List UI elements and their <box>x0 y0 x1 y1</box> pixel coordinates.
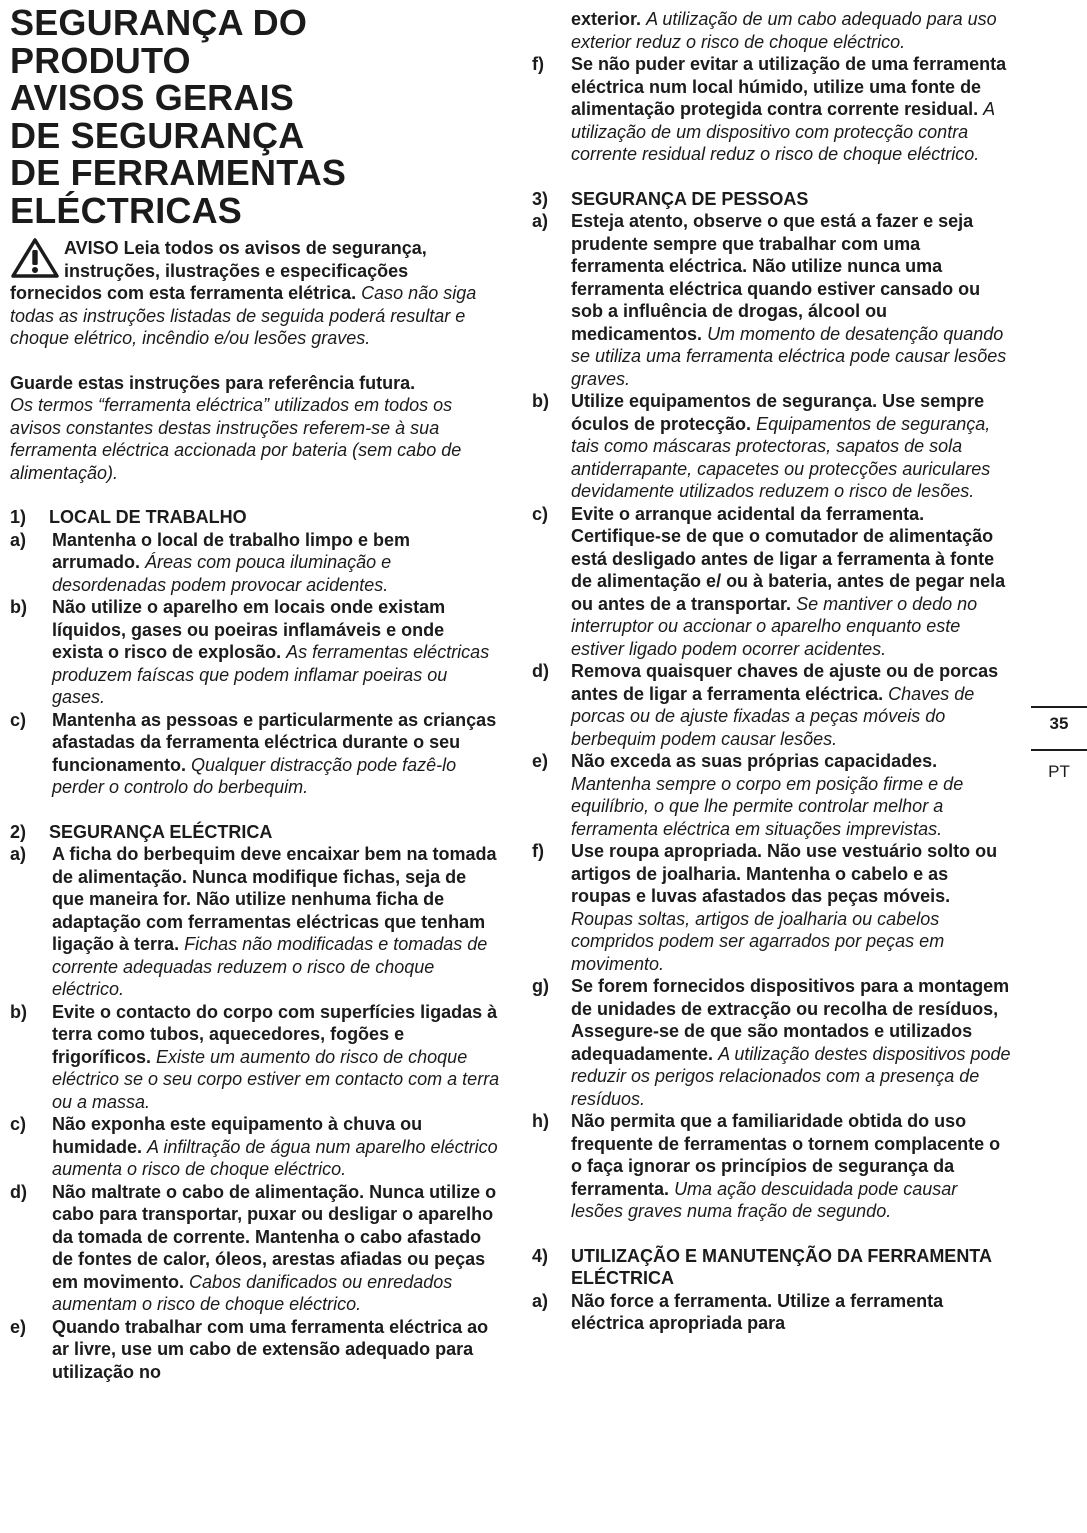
item-bold: Esteja atento, observe o que está a fazer e seja prudente sempre que trabalhar com uma ferramenta eléctrica. Não utilize nunca uma ferramenta eléctrica quando estiver cansado ou sob a influência de drogas, álcool ou medicamentos. <box>571 211 981 344</box>
warning-text <box>10 282 500 350</box>
right-column <box>532 8 1012 1335</box>
item-italic: Existe um aumento do risco de choque eléctrico se o seu corpo estiver em contacto com a terra ou a massa. <box>52 1046 500 1112</box>
item-label: d) <box>10 1181 27 1202</box>
item-bold: Não permita que a familiaridade obtida do uso frequente de ferramentas o tornem complacente o o faça ignorar os princípios de segurança da ferramenta. <box>571 1111 1001 1199</box>
list-item <box>532 503 1012 661</box>
item-italic: Equipamentos de segurança, tais como máscaras protectoras, sapatos de sola antiderrapante, capacetes ou protecções auriculares devidamente utilizados reduzem o risco de lesões. <box>571 413 991 501</box>
title-line: ELÉCTRICAS <box>10 189 243 231</box>
item-label: h) <box>532 1111 549 1131</box>
section-title: SEGURANÇA DE PESSOAS <box>571 188 809 209</box>
item-italic: As ferramentas eléctricas produzem faíscas que podem inflamar poeiras ou gases. <box>52 642 490 707</box>
item-bold: Mantenha o local de trabalho limpo e bem arrumado. <box>52 529 411 572</box>
item-italic: Uma ação descuidada pode causar lesões graves numa fração de segundo. <box>571 1178 958 1221</box>
warning-bold: fornecidos com esta ferramenta elétrica. <box>10 283 357 303</box>
list-item <box>532 210 1012 390</box>
item-label: c) <box>10 709 27 730</box>
list-item <box>10 529 500 597</box>
item-bold: Se não puder evitar a utilização de uma ferramenta eléctrica num local húmido, utilize uma fonte de alimentação protegida contra corrente residual. <box>571 54 1007 119</box>
item-label: f) <box>532 54 544 74</box>
item-bold: Utilize equipamentos de segurança. Use sempre óculos de protecção. <box>571 391 985 434</box>
item-bold: Evite o arranque acidental da ferramenta. Certifique-se de que o comutador de alimentação está desligado antes de ligar a ferramenta à fonte de alimentação e/ ou à bateria, antes de pegar nela ou antes de a transportar. <box>571 503 1006 614</box>
language-code: PT <box>1048 762 1070 781</box>
title-line: PRODUTO <box>10 39 191 81</box>
keep-instructions-bold: Guarde estas instruções para referência futura. <box>10 372 416 393</box>
list-item <box>532 1110 1012 1223</box>
list-item <box>10 1316 500 1384</box>
item-bold: A ficha do berbequim deve encaixar bem na tomada de alimentação. Nunca modifique fichas, seja de que maneira for. Não utilize nenhuma ficha de adaptação com ferramentas eléctricas que tenham ligação à terra. <box>52 844 497 954</box>
item-label: a) <box>10 844 27 864</box>
item-bold: Evite o contacto do corpo com superfícies ligadas à terra como tubos, aquecedores, fogões e frigoríficos. <box>52 1001 498 1067</box>
continued-item <box>532 8 1012 53</box>
item-label: e) <box>532 751 549 771</box>
warning-line-2: instruções, ilustrações e especificações <box>64 260 409 281</box>
section-number: 2) <box>10 821 27 842</box>
item-italic: Roupas soltas, artigos de joalharia ou cabelos compridos podem ser agarrados por peças em movimento. <box>571 908 945 974</box>
item-bold: Não exponha este equipamento à chuva ou humidade. <box>52 1114 423 1157</box>
item-italic: Se mantiver o dedo no interruptor ou accionar o aparelho enquanto este estiver ligado podem ocorrer acidentes. <box>571 593 978 659</box>
list-item <box>532 660 1012 750</box>
item-italic: Mantenha sempre o corpo em posição firme e de equilíbrio, o que lhe permite controlar melhor a ferramenta eléctrica em situações imprevistas. <box>571 773 964 839</box>
list-item <box>532 53 1012 166</box>
side-rule-top <box>1031 706 1087 708</box>
keep-instructions-italic: Os termos “ferramenta eléctrica” utilizados em todos os avisos constantes destas instruções referem-se à sua ferramenta eléctrica accionada por bateria (sem cabo de alimentação). <box>10 395 462 483</box>
title-line: DE SEGURANÇA <box>10 114 305 156</box>
list-item <box>10 709 500 799</box>
item-bold: Não force a ferramenta. Utilize a ferramenta eléctrica apropriada para <box>571 1290 944 1333</box>
item-label: g) <box>532 976 549 996</box>
title-line: SEGURANÇA DO <box>10 2 308 43</box>
item-label: b) <box>532 391 549 411</box>
section-title: SEGURANÇA ELÉCTRICA <box>49 821 273 842</box>
left-column <box>10 0 500 1383</box>
list-item <box>10 596 500 709</box>
warning-triangle-icon <box>10 237 60 279</box>
item-bold: Se forem fornecidos dispositivos para a montagem de unidades de extracção ou recolha de resíduos, Assegure-se de que são montados e utilizados adequadamente. <box>571 976 1010 1064</box>
item-bold: Não utilize o aparelho em locais onde existam líquidos, gases ou poeiras inflamáveis e onde exista o risco de explosão. <box>52 597 446 662</box>
title-line: AVISOS GERAIS <box>10 77 294 118</box>
page-number: 35 <box>1049 714 1069 733</box>
item-italic: Qualquer distracção pode fazê-lo perder o controlo do berbequim. <box>52 754 457 797</box>
list-item <box>532 975 1012 1110</box>
warning-italic: Caso não siga todas as instruções listadas de seguida poderá resultar e choque elétrico, incêndio e/ou lesões graves. <box>10 283 477 348</box>
item-bold: Use roupa apropriada. Não use vestuário solto ou artigos de joalharia. Mantenha o cabelo e as roupas e luvas afastados das peças móveis. <box>571 841 998 906</box>
list-item <box>532 750 1012 840</box>
item-label: d) <box>532 661 549 681</box>
section-title: UTILIZAÇÃO E MANUTENÇÃO DA FERRAMENTA ELÉCTRICA <box>571 1245 992 1288</box>
list-item <box>10 1001 500 1114</box>
section-title: LOCAL DE TRABALHO <box>49 507 247 527</box>
item-italic: A infiltração de água num aparelho eléctrico aumenta o risco de choque eléctrico. <box>52 1136 498 1179</box>
item-bold: Mantenha as pessoas e particularmente as crianças afastadas da ferramenta eléctrica durante o seu funcionamento. <box>52 709 497 775</box>
item-label: f) <box>532 841 544 861</box>
item-label: a) <box>532 211 549 231</box>
item-label: e) <box>10 1316 27 1337</box>
list-item <box>532 840 1012 975</box>
item-italic: Áreas com pouca iluminação e desordenadas podem provocar acidentes. <box>52 552 392 595</box>
page-title <box>10 4 500 229</box>
item-italic: Chaves de porcas ou de ajuste fixadas a peças móveis do berbequim podem causar lesões. <box>571 683 975 749</box>
item-label: c) <box>10 1114 27 1134</box>
item-italic: A utilização de um cabo adequado para uso exterior reduz o risco de choque eléctrico. <box>571 9 997 52</box>
list-item <box>532 390 1012 503</box>
section-heading-2 <box>10 821 500 844</box>
item-bold: exterior. <box>571 9 642 29</box>
item-bold: Quando trabalhar com uma ferramenta eléctrica ao ar livre, use um cabo de extensão adequado para utilização no <box>52 1316 489 1382</box>
title-line: DE FERRAMENTAS <box>10 152 347 193</box>
keep-instructions <box>10 372 500 485</box>
item-label: b) <box>10 1001 27 1022</box>
item-label: b) <box>10 597 27 617</box>
item-bold: Não maltrate o cabo de alimentação. Nunca utilize o cabo para transportar, puxar ou desligar o aparelho da tomada de corrente. Mantenha o cabo afastado de fontes de calor, óleos, arestas afiadas ou peças em movimento. <box>52 1181 497 1292</box>
list-item <box>10 1113 500 1181</box>
item-italic: Cabos danificados ou enredados aumentam o risco de choque eléctrico. <box>52 1271 453 1314</box>
item-italic: Fichas não modificadas e tomadas de corrente adequadas reduzem o risco de choque eléctrico. <box>52 934 488 999</box>
warning-line-1: AVISO Leia todos os avisos de segurança, <box>64 238 427 258</box>
section-number: 3) <box>532 188 549 209</box>
item-label: c) <box>532 503 549 524</box>
section-number: 4) <box>532 1245 549 1266</box>
list-item <box>10 1181 500 1316</box>
item-italic: Um momento de desatenção quando se utiliza uma ferramenta eléctrica pode causar lesões graves. <box>571 323 1007 389</box>
item-italic: A utilização de um dispositivo com protecção contra corrente residual reduz o risco de choque eléctrico. <box>571 99 995 164</box>
list-item <box>10 843 500 1001</box>
warning-block <box>10 237 500 350</box>
item-label: a) <box>532 1290 549 1311</box>
side-rule-bottom <box>1031 749 1087 751</box>
section-heading-4 <box>532 1245 1012 1290</box>
item-bold: Remova quaisquer chaves de ajuste ou de porcas antes de ligar a ferramenta eléctrica. <box>571 661 999 704</box>
section-number: 1) <box>10 507 27 527</box>
item-bold: Não exceda as suas próprias capacidades. <box>571 751 938 771</box>
item-label: a) <box>10 529 27 550</box>
item-italic: A utilização destes dispositivos pode reduzir os perigos relacionados com a presença de resíduos. <box>571 1043 1011 1109</box>
list-item <box>532 1290 1012 1335</box>
section-heading-1 <box>10 506 500 529</box>
section-heading-3 <box>532 188 1012 211</box>
